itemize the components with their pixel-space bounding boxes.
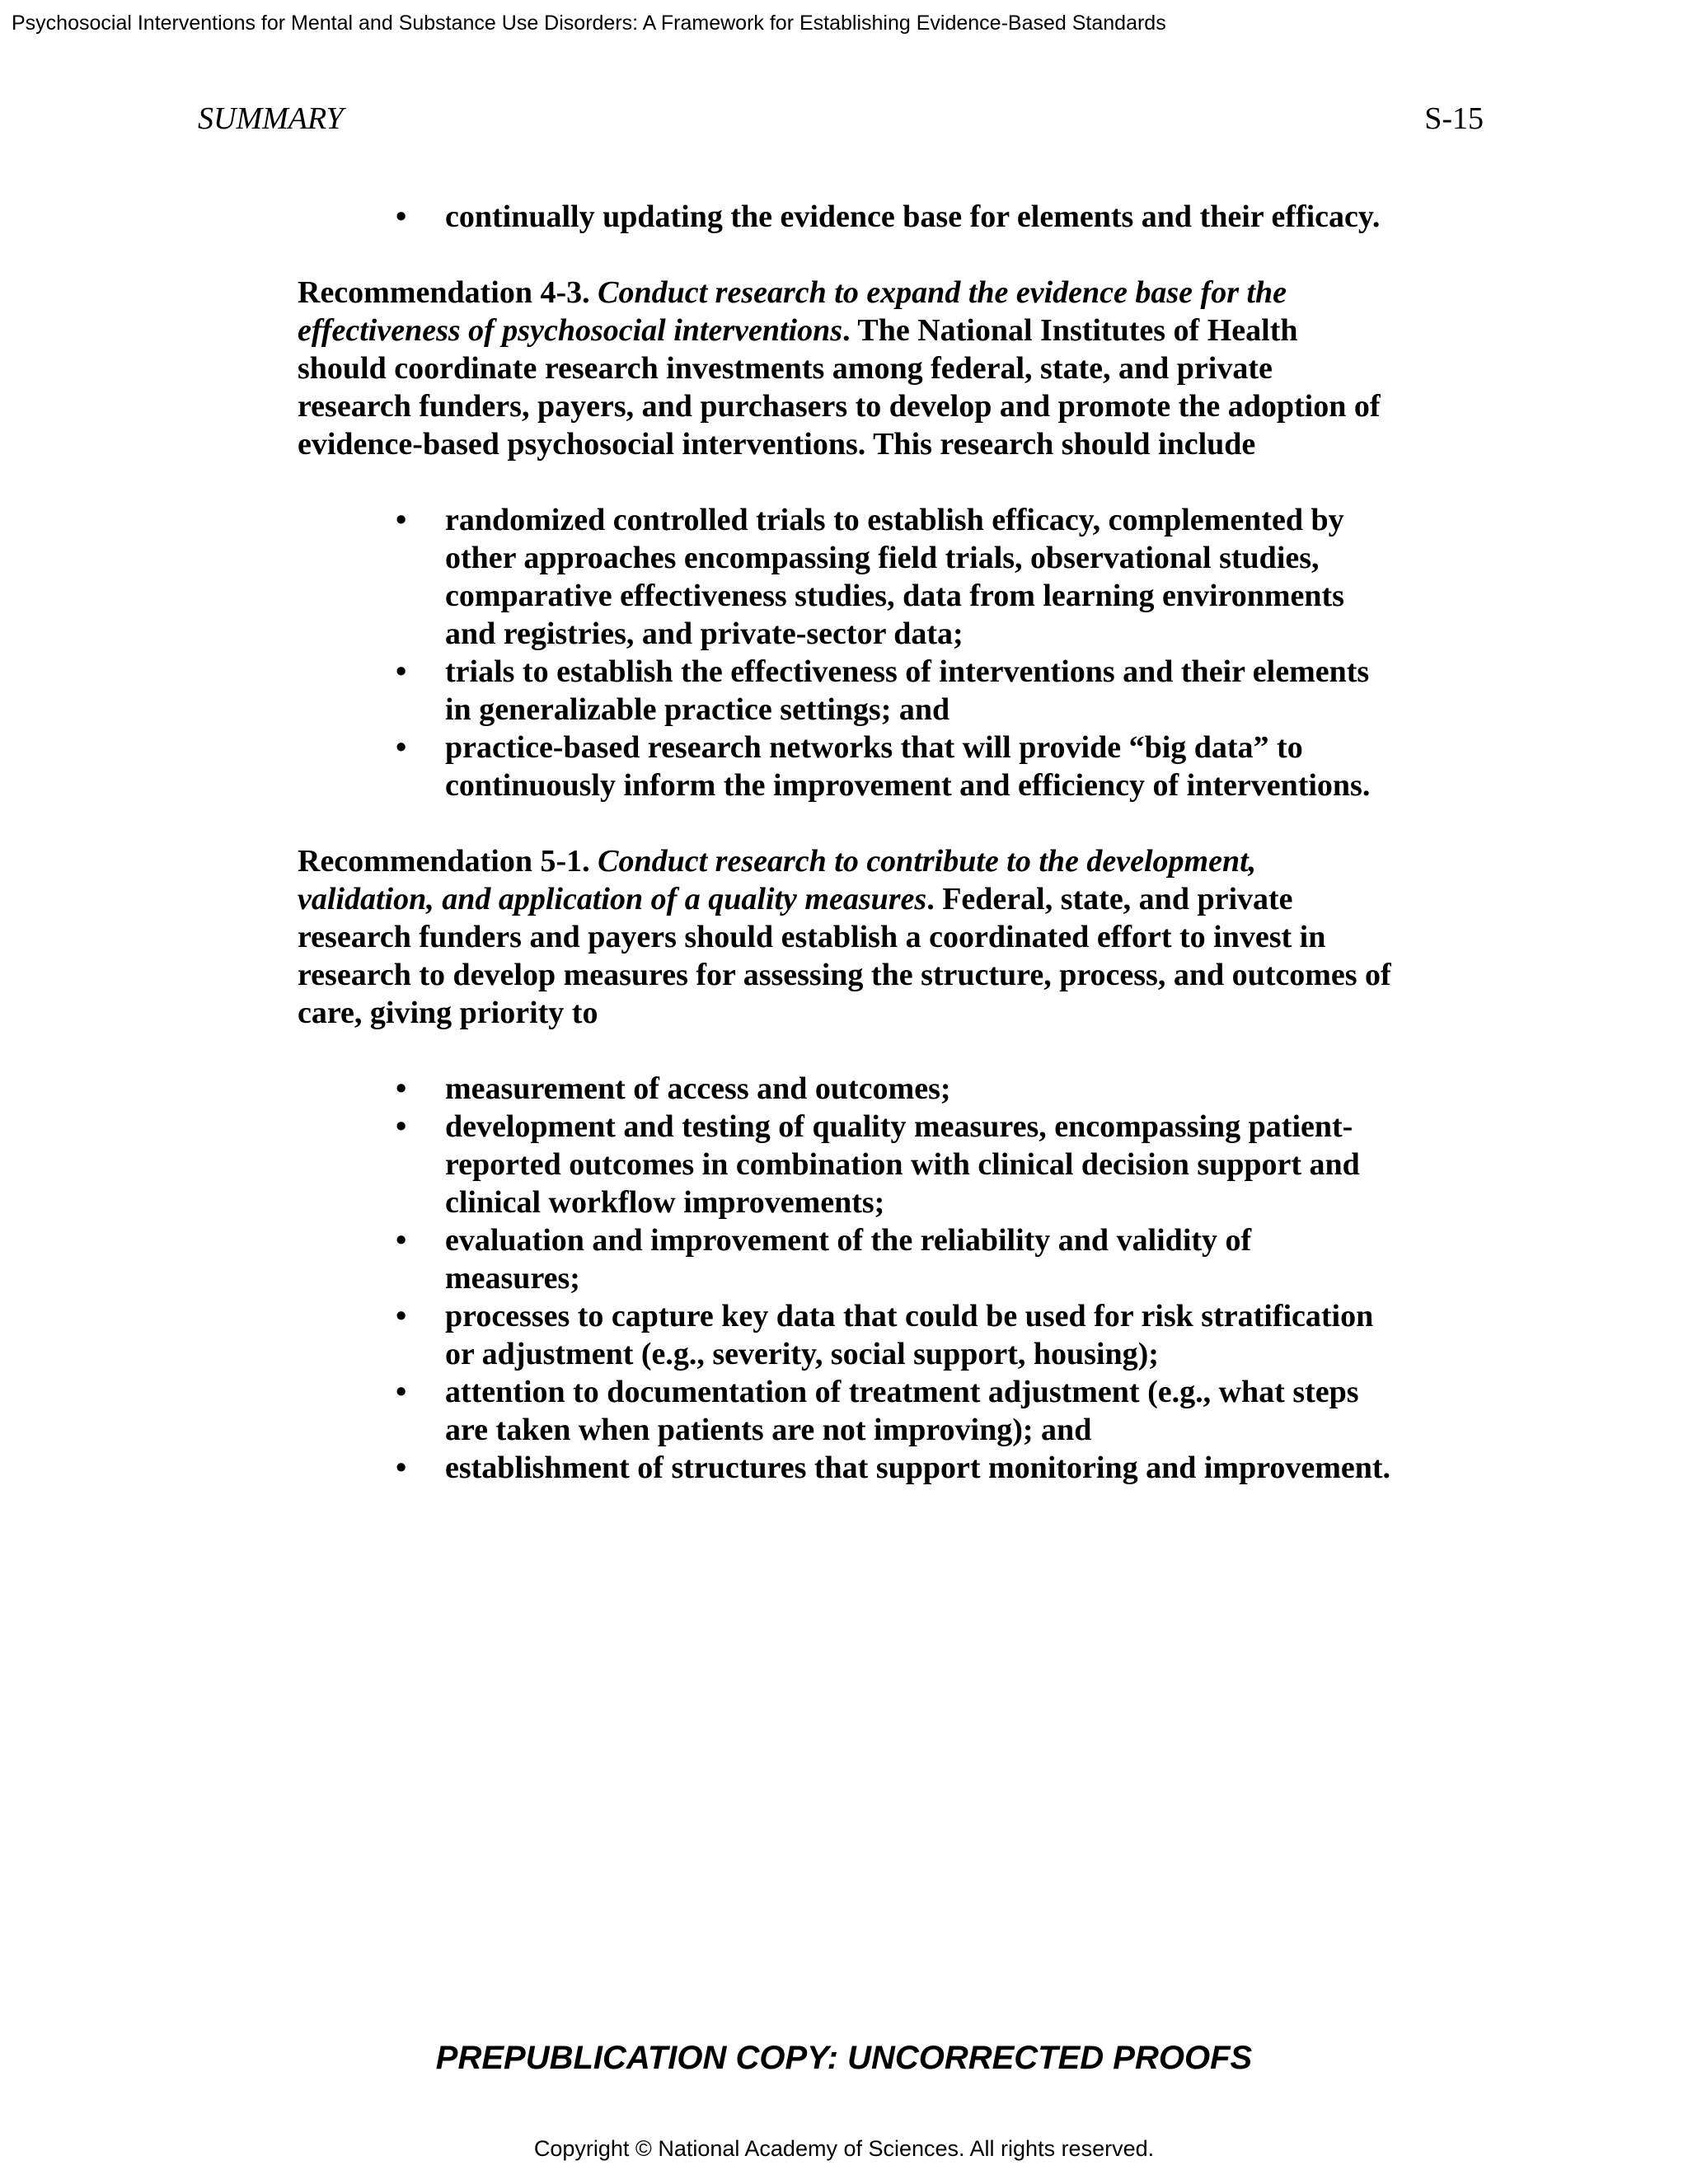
running-head: SUMMARY	[198, 101, 344, 136]
bullet-icon: •	[396, 1451, 407, 1485]
list-item	[396, 1373, 1394, 1449]
bullet-text: attention to documentation of treatment adjustment (e.g., what steps are taken when patients are not improving); and	[445, 1375, 1359, 1447]
bullet-text: practice-based research networks that will provide “big data” to continuously inform the improvement and efficiency of interventions.	[445, 730, 1371, 803]
list-item	[396, 653, 1394, 729]
recommendation-5-1-bullet-list	[298, 1070, 1394, 1487]
list-item	[396, 501, 1394, 653]
prepublication-stamp: PREPUBLICATION COPY: UNCORRECTED PROOFS	[435, 2040, 1253, 2076]
bullet-icon: •	[396, 1109, 407, 1144]
page-body	[298, 198, 1394, 1487]
recommendation-body: . The National Institutes of Health should coordinate research investments among federal, state, and private research funders, payers, and purchasers to develop and promote the adoption of evidence-based psychosocial interventions. This research should include	[298, 313, 1381, 462]
recommendation-4-3	[298, 274, 1394, 463]
recommendation-title: Conduct research to expand the evidence base for the effectiveness of psychosocial interventions	[298, 275, 1287, 348]
bullet-text: measurement of access and outcomes;	[445, 1071, 951, 1106]
list-item	[396, 729, 1394, 804]
bullet-icon: •	[396, 730, 407, 765]
bullet-icon: •	[396, 1299, 407, 1333]
list-item	[396, 1449, 1394, 1487]
recommendation-title: Conduct research to contribute to the development, validation, and application of a quality measures	[298, 844, 1257, 916]
bullet-text: trials to establish the effectiveness of interventions and their elements in generalizable practice settings; and	[445, 654, 1370, 727]
list-item	[396, 1070, 1394, 1108]
list-item	[396, 1108, 1394, 1221]
bullet-icon: •	[396, 654, 407, 689]
bullet-text: processes to capture key data that could be used for risk stratification or adjustment (e.g., severity, social support, housing);	[445, 1299, 1374, 1371]
bullet-text: continually updating the evidence base for elements and their efficacy.	[445, 199, 1381, 234]
list-item	[396, 1221, 1394, 1297]
page-number: S-15	[1424, 101, 1484, 136]
continued-bullet-list	[298, 198, 1394, 236]
recommendation-label: Recommendation 4-3.	[298, 275, 598, 310]
recommendation-5-1	[298, 842, 1394, 1032]
bullet-text: development and testing of quality measures, encompassing patient-reported outcomes in combination with clinical decision support and clinical workflow improvements;	[445, 1109, 1360, 1220]
recommendation-label: Recommendation 5-1.	[298, 844, 598, 879]
bullet-text: establishment of structures that support monitoring and improvement.	[445, 1451, 1391, 1485]
bullet-icon: •	[396, 1375, 407, 1409]
list-item	[396, 198, 1394, 236]
recommendation-4-3-bullet-list	[298, 501, 1394, 804]
bullet-icon: •	[396, 1071, 407, 1106]
recommendation-body: . Federal, state, and private research funders and payers should establish a coordinated effort to invest in research to develop measures for assessing the structure, process, and outcomes of care, giving priority to	[298, 882, 1391, 1030]
document-banner: Psychosocial Interventions for Mental and Substance Use Disorders: A Framework for Establishing Evidence-Based Standards	[12, 12, 1166, 35]
bullet-text: evaluation and improvement of the reliability and validity of measures;	[445, 1223, 1252, 1296]
bullet-icon: •	[396, 503, 407, 537]
bullet-text: randomized controlled trials to establish efficacy, complemented by other approaches encompassing field trials, observational studies, comparative effectiveness studies, data from learning environments and registries, and private-sector data;	[445, 503, 1344, 651]
list-item	[396, 1297, 1394, 1373]
bullet-icon: •	[396, 199, 407, 234]
bullet-icon: •	[396, 1223, 407, 1258]
copyright-notice: Copyright © National Academy of Sciences. All rights reserved.	[533, 2136, 1155, 2161]
